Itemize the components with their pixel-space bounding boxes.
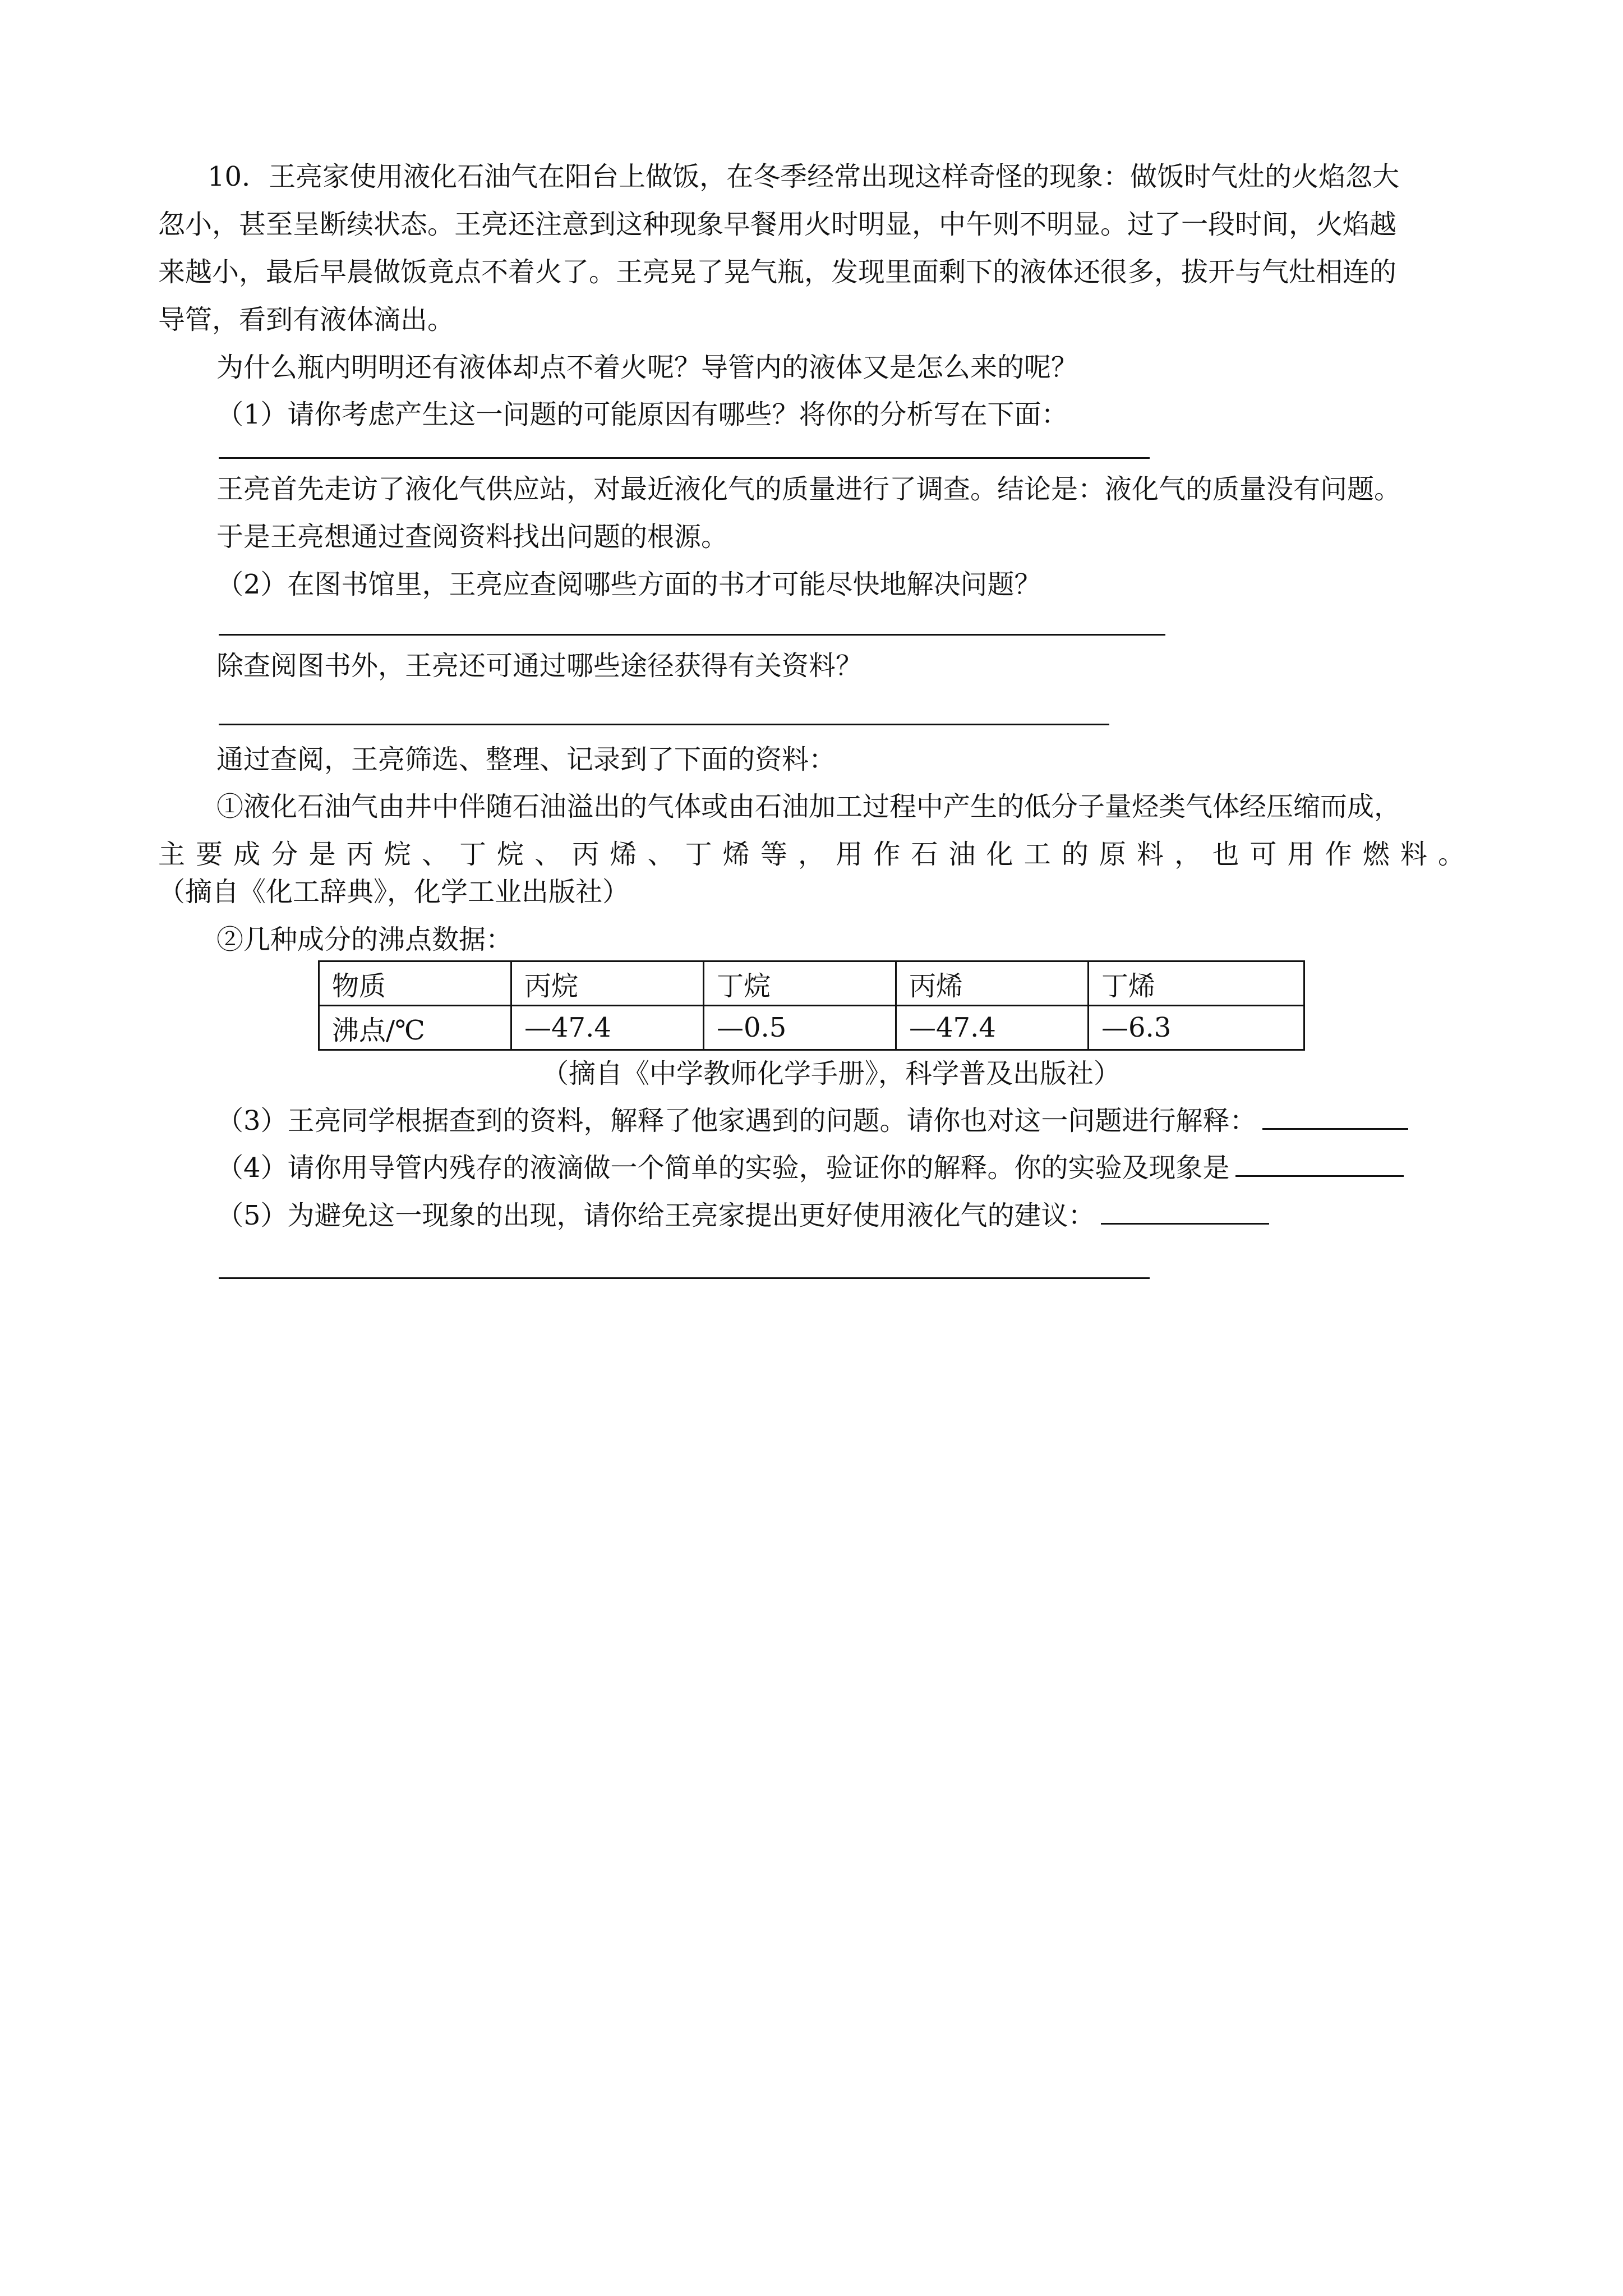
records-intro: 通过查阅，王亮筛选、整理、记录到了下面的资料：	[216, 744, 836, 775]
table-cell: —0.5	[704, 1006, 896, 1050]
answer-line-1[interactable]	[219, 457, 1150, 459]
survey-line-1: 王亮首先走访了液化气供应站，对最近液化气的质量进行了调查。结论是：液化气的质量没有问题。	[216, 473, 1401, 505]
table-cell: 丙烷	[511, 961, 704, 1006]
answer-line-2b[interactable]	[219, 724, 1109, 725]
survey-line-2: 于是王亮想通过查阅资料找出问题的根源。	[216, 521, 728, 553]
subquestion-1: （1）请你考虑产生这一问题的可能原因有哪些？将你的分析写在下面：	[216, 399, 1068, 430]
question-intro-line-4: 导管，看到有液体滴出。	[158, 304, 455, 335]
table-row	[319, 1006, 1304, 1050]
answer-line-2[interactable]	[219, 634, 1165, 636]
table-cell: 丙烯	[896, 961, 1089, 1006]
table-cell: 丁烯	[1089, 961, 1304, 1006]
answer-blank-4[interactable]	[1235, 1148, 1404, 1177]
question-intro-line-1: 10．王亮家使用液化石油气在阳台上做饭，在冬季经常出现这样奇怪的现象：做饭时气灶的火焰忽大	[208, 161, 1400, 192]
question-intro-line-3: 来越小，最后早晨做饭竟点不着火了。王亮晃了晃气瓶，发现里面剩下的液体还很多，拔开与气灶相连的	[158, 256, 1397, 288]
record-item-2: ②几种成分的沸点数据：	[216, 924, 513, 955]
table-cell: —6.3	[1089, 1006, 1304, 1050]
question-prompt: 为什么瓶内明明还有液体却点不着火呢？导管内的液体又是怎么来的呢？	[216, 352, 1078, 383]
boiling-point-table	[318, 960, 1305, 1051]
table-header-row	[319, 961, 1304, 1006]
record-item-1-source: （摘自《化工辞典》，化学工业出版社）	[158, 876, 630, 908]
subquestion-3	[216, 1101, 1408, 1139]
subquestion-5	[216, 1196, 1269, 1234]
table-cell: 丁烷	[704, 961, 896, 1006]
record-item-1-line-2: 主要成分是丙烷、丁烷、丙烯、丁烯等，用作石油化工的原料，也可用作燃料。	[158, 839, 1465, 870]
answer-line-5[interactable]	[219, 1277, 1150, 1279]
table-cell: 沸点/℃	[319, 1006, 511, 1050]
subquestion-5-text: （5）为避免这一现象的出现，请你给王亮家提出更好使用液化气的建议：	[216, 1200, 1095, 1231]
record-item-1-line-1: ①液化石油气由井中伴随石油溢出的气体或由石油加工过程中产生的低分子量烃类气体经压缩而成，	[216, 791, 1401, 822]
table-source: （摘自《中学教师化学手册》，科学普及出版社）	[542, 1058, 1121, 1089]
subquestion-2b: 除查阅图书外，王亮还可通过哪些途径获得有关资料？	[216, 650, 863, 682]
answer-blank-5[interactable]	[1101, 1196, 1269, 1225]
subquestion-4-text: （4）请你用导管内残存的液滴做一个简单的实验，验证你的解释。你的实验及现象是	[216, 1152, 1230, 1184]
answer-blank-3[interactable]	[1262, 1101, 1408, 1130]
table-cell: —47.4	[511, 1006, 704, 1050]
table-cell: —47.4	[896, 1006, 1089, 1050]
subquestion-3-text: （3）王亮同学根据查到的资料，解释了他家遇到的问题。请你也对这一问题进行解释：	[216, 1105, 1257, 1137]
subquestion-2: （2）在图书馆里，王亮应查阅哪些方面的书才可能尽快地解决问题？	[216, 569, 1041, 600]
subquestion-4	[216, 1148, 1404, 1186]
question-intro-line-2: 忽小，甚至呈断续状态。王亮还注意到这种现象早餐用火时明显，中午则不明显。过了一段时间，火焰越	[158, 209, 1397, 240]
table-cell: 物质	[319, 961, 511, 1006]
